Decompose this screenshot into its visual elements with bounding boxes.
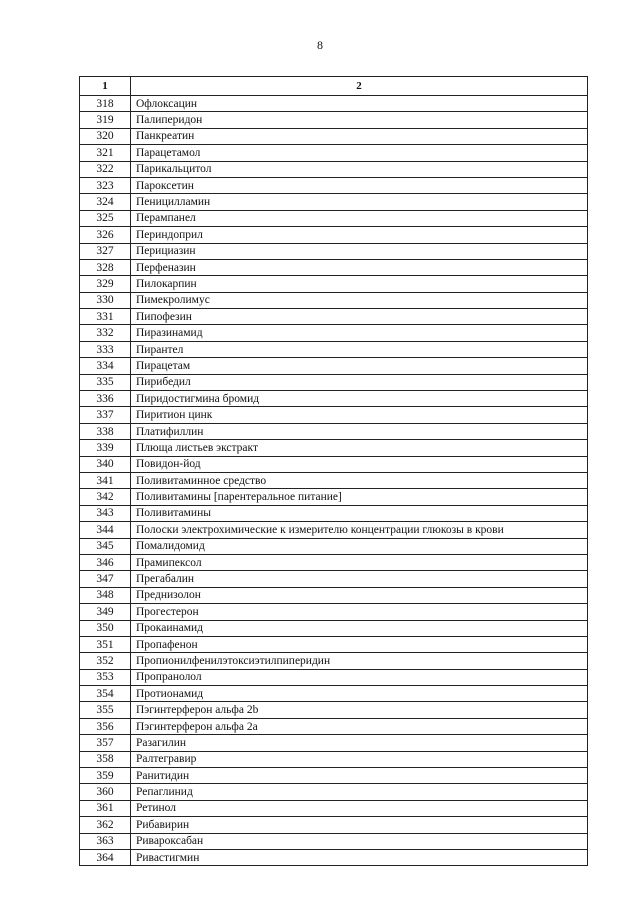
row-number-cell: 348 [80,587,131,603]
row-number-cell: 354 [80,686,131,702]
table-row [80,768,588,784]
table-row [80,735,588,751]
row-number-cell: 318 [80,96,131,112]
table-row [80,440,588,456]
table-row [80,145,588,161]
table-row [80,374,588,390]
drug-name-cell: Прогестерон [131,604,588,620]
row-number-cell: 330 [80,292,131,308]
table-row [80,554,588,570]
table-row [80,538,588,554]
row-number-cell: 360 [80,784,131,800]
table-row [80,636,588,652]
table-row [80,702,588,718]
table-row [80,669,588,685]
drug-name-cell: Пиритион цинк [131,407,588,423]
table-row [80,341,588,357]
drug-name-cell: Повидон-йод [131,456,588,472]
table-body [80,96,588,866]
table-row [80,391,588,407]
row-number-cell: 364 [80,849,131,865]
drug-name-cell: Протионамид [131,686,588,702]
row-number-cell: 321 [80,145,131,161]
row-number-cell: 338 [80,423,131,439]
drug-name-cell: Палиперидон [131,112,588,128]
table-row [80,423,588,439]
table-row [80,292,588,308]
drug-name-cell: Прамипексол [131,554,588,570]
row-number-cell: 337 [80,407,131,423]
drug-name-cell: Периндоприл [131,227,588,243]
page-number: 8 [317,38,323,52]
drug-name-cell: Пипофезин [131,309,588,325]
row-number-cell: 350 [80,620,131,636]
table-row [80,309,588,325]
row-number-cell: 352 [80,653,131,669]
table-row [80,571,588,587]
row-number-cell: 345 [80,538,131,554]
row-number-cell: 342 [80,489,131,505]
row-number-cell: 329 [80,276,131,292]
table-row [80,522,588,538]
row-number-cell: 346 [80,554,131,570]
drug-name-cell: Пропранолол [131,669,588,685]
drug-name-cell: Пэгинтерферон альфа 2b [131,702,588,718]
drug-name-cell: Платифиллин [131,423,588,439]
drug-name-cell: Полоски электрохимические к измерителю концентрации глюкозы в крови [131,522,588,538]
table-row [80,227,588,243]
table-row [80,784,588,800]
row-number-cell: 347 [80,571,131,587]
drug-name-cell: Ривастигмин [131,849,588,865]
table-row [80,112,588,128]
drug-name-cell: Поливитамины [парентеральное питание] [131,489,588,505]
row-number-cell: 334 [80,358,131,374]
table-row [80,472,588,488]
table-row [80,604,588,620]
row-number-cell: 359 [80,768,131,784]
row-number-cell: 361 [80,800,131,816]
drug-name-cell: Парикальцитол [131,161,588,177]
table-row [80,817,588,833]
drug-name-cell: Ривароксабан [131,833,588,849]
column-header-number: 1 [80,77,131,96]
row-number-cell: 328 [80,259,131,275]
drug-name-cell: Пирантел [131,341,588,357]
table-row [80,505,588,521]
drug-name-cell: Пароксетин [131,177,588,193]
drug-name-cell: Пеницилламин [131,194,588,210]
drug-name-cell: Пропионилфенилэтоксиэтилпиперидин [131,653,588,669]
row-number-cell: 356 [80,718,131,734]
table-row [80,849,588,865]
drug-name-cell: Ранитидин [131,768,588,784]
drug-name-cell: Помалидомид [131,538,588,554]
row-number-cell: 320 [80,128,131,144]
table-row [80,210,588,226]
table-row [80,259,588,275]
drug-list-table [79,76,588,866]
drug-name-cell: Рибавирин [131,817,588,833]
table-row [80,358,588,374]
drug-name-cell: Репаглинид [131,784,588,800]
column-header-name: 2 [131,77,588,96]
row-number-cell: 343 [80,505,131,521]
row-number-cell: 351 [80,636,131,652]
drug-name-cell: Перициазин [131,243,588,259]
table-row [80,161,588,177]
row-number-cell: 357 [80,735,131,751]
row-number-cell: 362 [80,817,131,833]
row-number-cell: 333 [80,341,131,357]
row-number-cell: 319 [80,112,131,128]
row-number-cell: 332 [80,325,131,341]
drug-name-cell: Офлоксацин [131,96,588,112]
table-row [80,456,588,472]
row-number-cell: 358 [80,751,131,767]
drug-name-cell: Пилокарпин [131,276,588,292]
table-row [80,587,588,603]
table-row [80,751,588,767]
row-number-cell: 331 [80,309,131,325]
row-number-cell: 349 [80,604,131,620]
drug-name-cell: Пэгинтерферон альфа 2а [131,718,588,734]
drug-name-cell: Преднизолон [131,587,588,603]
row-number-cell: 353 [80,669,131,685]
drug-name-cell: Панкреатин [131,128,588,144]
table-row [80,620,588,636]
table-row [80,718,588,734]
row-number-cell: 325 [80,210,131,226]
row-number-cell: 336 [80,391,131,407]
drug-name-cell: Пирибедил [131,374,588,390]
row-number-cell: 322 [80,161,131,177]
drug-name-cell: Прегабалин [131,571,588,587]
row-number-cell: 344 [80,522,131,538]
table-row [80,128,588,144]
table-row [80,177,588,193]
drug-name-cell: Перфеназин [131,259,588,275]
table-row [80,686,588,702]
table-row [80,325,588,341]
drug-name-cell: Поливитамины [131,505,588,521]
row-number-cell: 326 [80,227,131,243]
table-row [80,407,588,423]
table-row [80,276,588,292]
row-number-cell: 339 [80,440,131,456]
table-row [80,243,588,259]
row-number-cell: 335 [80,374,131,390]
table-row [80,653,588,669]
drug-name-cell: Разагилин [131,735,588,751]
drug-name-cell: Перампанел [131,210,588,226]
row-number-cell: 324 [80,194,131,210]
drug-name-cell: Пирацетам [131,358,588,374]
row-number-cell: 355 [80,702,131,718]
table-row [80,194,588,210]
drug-name-cell: Плюща листьев экстракт [131,440,588,456]
row-number-cell: 341 [80,472,131,488]
row-number-cell: 340 [80,456,131,472]
table-row [80,833,588,849]
table-row [80,489,588,505]
drug-name-cell: Ретинол [131,800,588,816]
drug-name-cell: Пропафенон [131,636,588,652]
row-number-cell: 323 [80,177,131,193]
drug-name-cell: Пиразинамид [131,325,588,341]
drug-name-cell: Ралтегравир [131,751,588,767]
table-row [80,96,588,112]
table-row [80,800,588,816]
table-header-row [80,77,588,96]
drug-name-cell: Прокаинамид [131,620,588,636]
drug-name-cell: Парацетамол [131,145,588,161]
drug-name-cell: Пимекролимус [131,292,588,308]
drug-name-cell: Пиридостигмина бромид [131,391,588,407]
row-number-cell: 363 [80,833,131,849]
row-number-cell: 327 [80,243,131,259]
drug-name-cell: Поливитаминное средство [131,472,588,488]
